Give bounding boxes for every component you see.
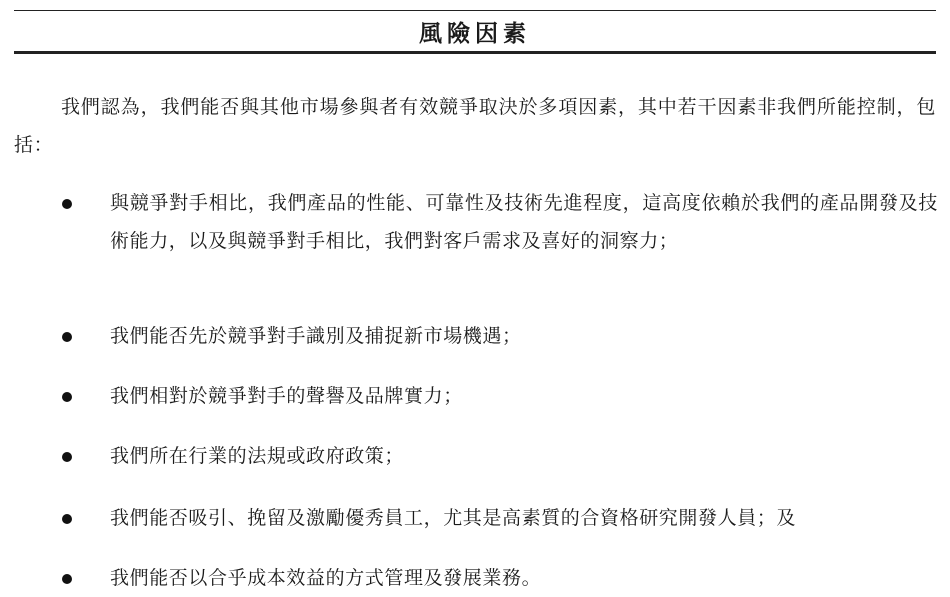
list-item-text: 我們能否吸引、挽留及激勵優秀員工，尤其是高素質的合資格研究開發人員；及 xyxy=(110,507,797,529)
intro-paragraph: 我們認為，我們能否與其他市場參與者有效競爭取決於多項因素，其中若干因素非我們所能控制，包括： xyxy=(14,96,936,156)
bullet-icon xyxy=(62,574,72,584)
bullet-icon xyxy=(62,392,72,402)
bullet-icon xyxy=(62,514,72,524)
bullet-icon xyxy=(62,452,72,462)
list-item-text: 我們相對於競爭對手的聲譽及品牌實力； xyxy=(110,385,463,407)
section-title: 風險因素 xyxy=(419,19,531,47)
list-item-text: 與競爭對手相比，我們產品的性能、可靠性及技術先進程度，這高度依賴於我們的產品開發及技術能力，以及與競爭對手相比，我們對客戶需求及喜好的洞察力； xyxy=(110,192,938,252)
list-item-text: 我們能否先於競爭對手識別及捕捉新市場機遇； xyxy=(110,325,522,347)
list-item-text: 我們能否以合乎成本效益的方式管理及發展業務。 xyxy=(110,567,542,589)
bullet-icon xyxy=(62,199,72,209)
section-header xyxy=(14,10,936,54)
bullet-icon xyxy=(62,332,72,342)
list-item-text: 我們所在行業的法規或政府政策； xyxy=(110,445,405,467)
